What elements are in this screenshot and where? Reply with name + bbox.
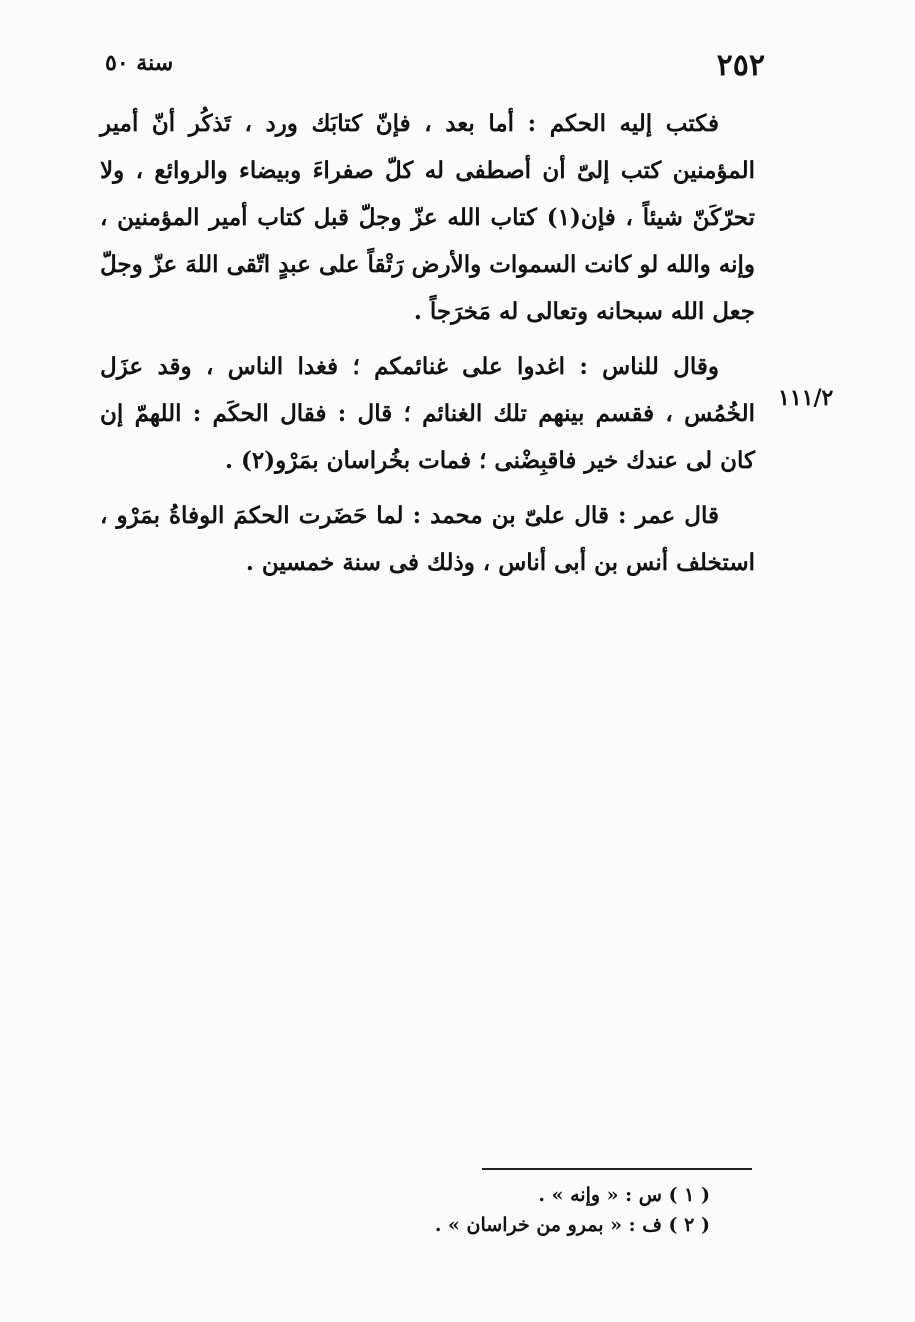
running-head: سنة ٥٠ [105, 50, 174, 76]
margin-reference: ١١١/٢ [778, 385, 834, 411]
page-header [95, 48, 765, 88]
paragraph-1: فكتب إليه الحكم : أما بعد ، فإنّ كتابَك ورد ، تَذكُر أنّ أمير المؤمنين كتب إلىّ أن أصطفى له كلّ صفراءَ وبيضاء والروائع ، ولا تحرّكَنّ شيئاً ، فإن(١) كتاب الله عزّ وجلّ قبل كتاب أمير المؤمنين ، وإنه والله لو كانت السموات والأرض رَتْقاً على عبدٍ اتّقى اللهَ عزّ وجلّ جعل الله سبحانه وتعالى له مَخرَجاً . [100, 110, 756, 325]
footnote-2: ( ٢ ) ف : « بمرو من خراسان » . [434, 1214, 710, 1236]
main-text [100, 100, 755, 586]
paragraph-2: وقال للناس : اغدوا على غنائمكم ؛ فغدا الناس ، وقد عزَل الخُمُس ، فقسم بينهم تلك الغنائم ؛ قال : فقال الحكَم : اللهمّ إن كان لى عندك خير فاقبِضْنى ؛ فمات بخُراسان بمَرْو(٢) . [100, 353, 755, 474]
page-number: ٢٥٢ [716, 48, 765, 83]
footnote-divider [482, 1168, 752, 1170]
paragraph-3: قال عمر : قال علىّ بن محمد : لما حَضَرت الحكمَ الوفاةُ بمَرْو ، استخلف أنس بن أبى أناس ، وذلك فى سنة خمسين . [100, 502, 755, 576]
footnote-1: ( ١ ) س : « وإنه » . [538, 1184, 710, 1206]
footnotes [380, 1180, 710, 1240]
